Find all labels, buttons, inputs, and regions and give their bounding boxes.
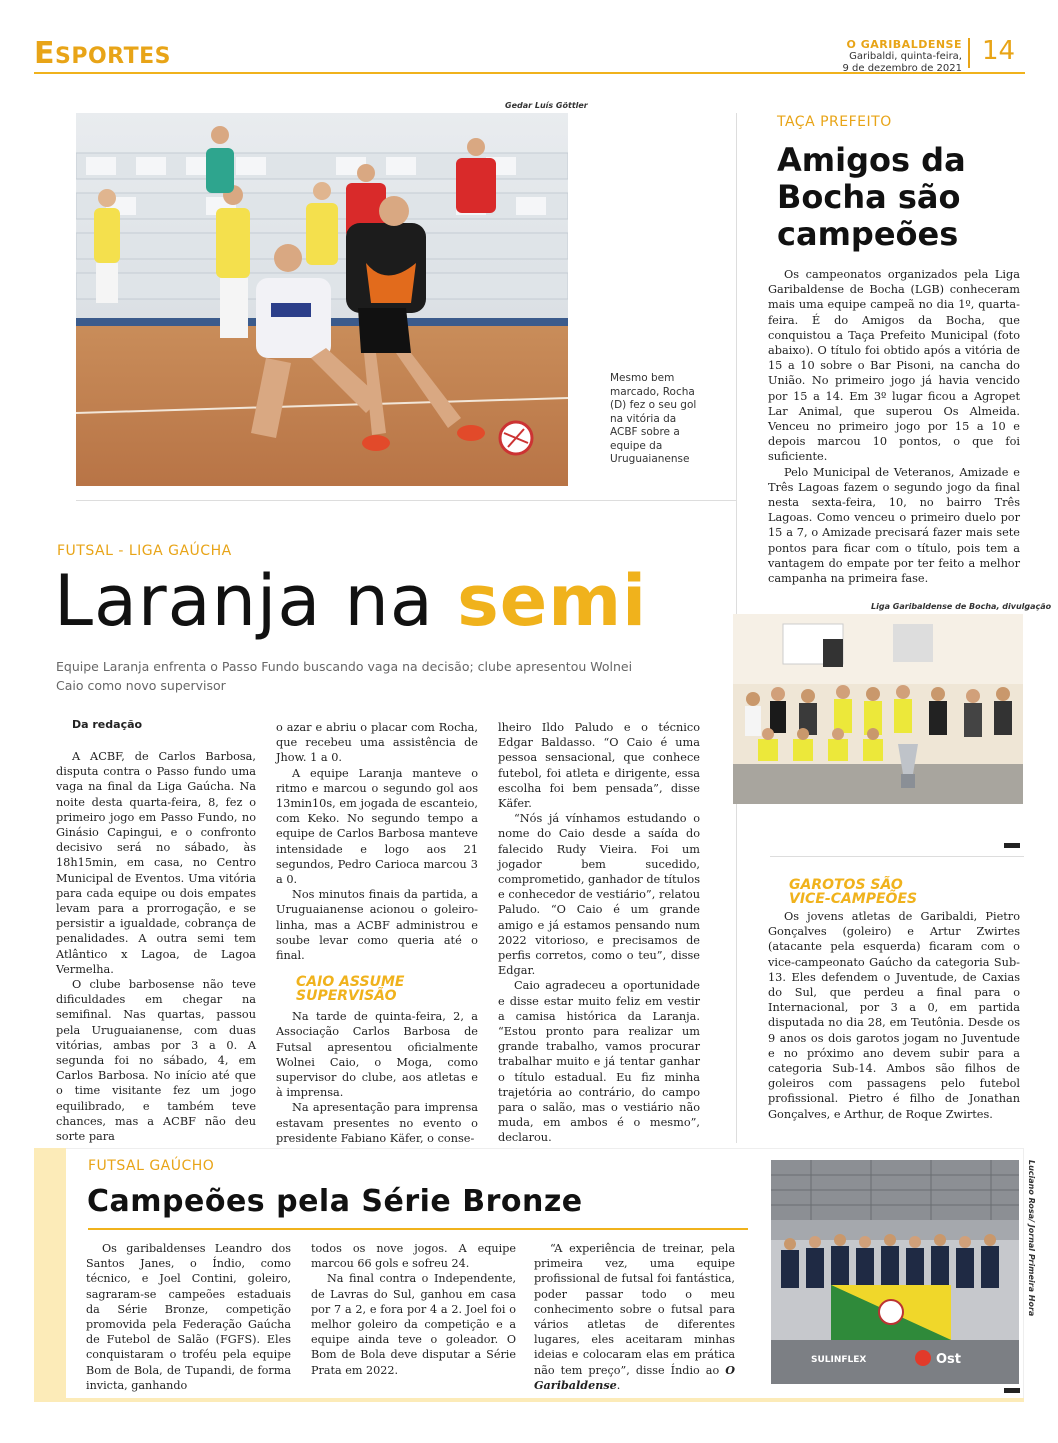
futsal-match-photo bbox=[76, 113, 568, 486]
paper-name-inline: O Garibaldense bbox=[534, 1362, 735, 1392]
paragraph: Caio agradeceu a oportunidade e disse estar muito feliz em vestir a camisa histórica da Laranja. “Estou pronto para realizar um grande trabalho, vamos procurar trabalhar muito e já tentar ganhar o título estadual. Eu fiz minha trajetória ao contrário, do campo para o salão, mas o vestiário não muda, em ambos é o mesmo”, declarou. bbox=[498, 979, 700, 1145]
box-bottom-bar bbox=[34, 1398, 1024, 1402]
photo-sponsor-2: Ost bbox=[936, 1352, 962, 1367]
paragraph: “Nós já vínhamos estudando o nome do Caio desde a saída do falecido Rudy Vieira. Foi um jogador bem sucedido, comprometido, ganhador de títulos e conhecedor de vestiário”, relatou Paludo. “O Caio é um grande amigo e já estamos pensando num 2022 vitorioso, e precisamos de perfis corretos, como o teu”, disse Edgar. bbox=[498, 812, 701, 978]
paragraph: Os campeonatos organizados pela Liga Garibaldense de Bocha (LGB) conheceram mais uma equipe campeã no dia 1º, quarta-feira. É do Amigos da Bocha, que conquistou a Taça Prefeito Municipal (foto abaixo). O título foi obtido após a vitória de 15 a 10 sobre o Bar Pisoni, na cancha do União. No primeiro jogo já havia vencido por 15 a 14. Em 3º lugar ficou a Agropet Lar Animal, que superou Os Almeida. Venceu no primeiro jogo por 15 a 10 e depois marcou 10 pontos, o que foi suficiente. bbox=[768, 268, 1020, 464]
bocha-team-illustration bbox=[733, 614, 1023, 804]
main-photo-credit: Gedar Luís Göttler bbox=[505, 101, 588, 110]
right-kicker: TAÇA PREFEITO bbox=[777, 114, 892, 130]
paragraph: Pelo Municipal de Veteranos, Amizade e Três Lagoas fazem o segundo jogo da final nesta sexta-feira, 10, no bairro Três Lagoas. Como venceu o primeiro duelo por 15 a 7, o Amizade precisará fazer mais sete pontos para ficar com o título, pois tem a vantagem do empate por ter feito a melhor campanha na primeira fase. bbox=[768, 465, 1020, 586]
paragraph: Na final contra o Independente, de Lavras do Sul, ganhou em casa por 7 a 2, e fora por 4 a 2. Joel foi o melhor goleiro da competição e a equipe ainda teve o goleador. O Bom de Bola deve disputar a Série Prata em 2022. bbox=[311, 1272, 516, 1377]
bottom-column-2 bbox=[311, 1241, 516, 1378]
bocha-team-photo bbox=[733, 614, 1023, 804]
bronze-champions-photo bbox=[771, 1160, 1019, 1384]
main-kicker: FUTSAL - LIGA GAÚCHA bbox=[57, 543, 232, 559]
date-line-2: 9 de dezembro de 2021 bbox=[842, 63, 962, 74]
paragraph: O clube barbosense não teve dificuldades em chegar na semifinal. Nas quartas, passou pela Uruguaianense, com duas vitórias, ambas por 3 a 0. A segunda foi no sábado, 4, em Carlos Barbosa. No início até que o time visitante fez um jogo equilibrado, e também teve chances, mas a ACBF não deu sorte para bbox=[56, 978, 256, 1144]
bottom-end-mark bbox=[1004, 1388, 1020, 1393]
headline-text: Laranja na bbox=[54, 560, 434, 642]
paragraph: Nos minutos finais da partida, a Uruguaianense acionou o goleiro-linha, mas a ACBF administrou e soube levar como queria até o final. bbox=[276, 888, 478, 963]
section-title: ESPORTES bbox=[34, 36, 172, 71]
paragraph: A ACBF, de Carlos Barbosa, disputa contra o Passo fundo uma vaga na final da Liga Gaúcha. Na noite desta quarta-feira, 8, fez o primeiro jogo em Passo Fundo, no Ginásio Capingui, e o confronto decisivo será no sábado, às 18h15min, em casa, no Centro Municipal de Eventos. Uma vitória para cada equipe ou dois empates levam para a prorrogação, e se persistir a igualdade, cobrança de penalidades. A outra semi tem Atlântico x Lagoa, de Lagoa Vermelha. bbox=[56, 750, 256, 976]
bottom-headline: Campeões pela Série Bronze bbox=[87, 1184, 583, 1219]
subhead: CAIO ASSUME SUPERVISÃO bbox=[296, 974, 405, 1005]
photo-sponsor-1: SULINFLEX bbox=[811, 1355, 867, 1365]
vice-champions-body bbox=[768, 909, 1020, 1122]
futsal-match-illustration bbox=[76, 113, 568, 486]
main-column-2 bbox=[276, 720, 478, 1146]
bottom-kicker: FUTSAL GAÚCHO bbox=[88, 1158, 215, 1174]
bocha-photo-credit: Liga Garibaldense de Bocha, divulgação bbox=[871, 602, 1052, 611]
right-headline: Amigos da Bocha são campeões bbox=[777, 141, 966, 253]
paragraph: Os jovens atletas de Garibaldi, Pietro Gonçalves (goleiro) e Artur Zwirtes (atacante pela esquerda) ficaram com o vice-campeonato Gaúcho da categoria Sub-13. Eles defendem o Juventude, de Caxias do Sul, que perdeu a final para o Internacional, por 3 a 0, em partida disputada no dia 28, em Teutônia. Desde os 9 anos os dois garotos jogam no Juventude e no próximo ano devem subir para a categoria Sub-14. Ambos são filhos de goleiros com passagens pelo futebol profissional. Pietro é filho de Jonathan Gonçalves, e Arthur, de Roque Zwirtes. bbox=[768, 910, 1020, 1121]
paragraph: “A experiência de treinar, pela primeira vez, uma equipe profissional de futsal foi fantástica, poder passar todo o meu conhecimento sobre o futsal para vários atletas de diferentes lugares, eles aceitaram minhas ideias e colocaram elas em prática não tem preço”, disse Índio ao O Garibaldense. bbox=[534, 1242, 735, 1392]
masthead bbox=[842, 38, 962, 75]
bottom-column-3 bbox=[534, 1241, 735, 1393]
article-end-mark bbox=[1004, 843, 1020, 848]
paragraph: A equipe Laranja manteve o ritmo e marcou o segundo gol aos 13min10s, em jogada de escanteio, com Keko. No segundo tempo a equipe de Carlos Barbosa manteve intensidade e logo aos 21 segundos, Pedro Carioca marcou 3 a 0. bbox=[276, 766, 478, 887]
main-photo-caption: Mesmo bem marcado, Rocha (D) fez o seu gol na vitória da ACBF sobre a equipe da Uruguaianense bbox=[610, 372, 697, 465]
bottom-rule bbox=[88, 1228, 748, 1230]
page-number: 14 bbox=[982, 36, 1016, 66]
page-number-separator bbox=[968, 38, 970, 68]
bottom-column-1 bbox=[86, 1241, 291, 1393]
photo-divider bbox=[76, 500, 736, 501]
main-column-1 bbox=[56, 749, 256, 1144]
header-rule bbox=[34, 72, 664, 74]
paragraph: Os garibaldenses Leandro dos Santos Janes, o Índio, como técnico, e Joel Contini, goleiro, sagraram-se campeões estaduais da Série Bronze, competição promovida pela Federação Gaúcha de Futebol de Salão (FGFS). Eles conquistaram o troféu pela equipe Bom de Bola, de Tupandi, de forma invicta, ganhando bbox=[86, 1242, 291, 1392]
paragraph: lheiro Ildo Paludo e o técnico Edgar Baldasso. “O Caio é uma pessoa sensacional, que conhece futebol, foi atleta e dirigente, essa escolha foi bem pensada”, disse Käfer. bbox=[498, 721, 700, 811]
paragraph: todos os nove jogos. A equipe marcou 66 gols e sofreu 24. bbox=[311, 1242, 516, 1271]
main-column-3 bbox=[498, 720, 700, 1146]
box-accent-bar bbox=[34, 1148, 66, 1402]
right-article-body bbox=[768, 267, 1020, 586]
vice-champions-subhead: GAROTOS SÃO VICE-CAMPEÕES bbox=[789, 877, 918, 907]
paper-name: O GARIBALDENSE bbox=[846, 38, 962, 51]
paragraph: Na tarde de quinta-feira, 2, a Associação Carlos Barbosa de Futsal apresentou oficialmente Wolnei Caio, o Moga, como supervisor do clube, aos atletas e à imprensa. bbox=[276, 1010, 478, 1100]
paragraph: Na apresentação para imprensa estavam presentes no evento o presidente Fabiano Käfer, o conse- bbox=[276, 1101, 478, 1145]
bronze-photo-credit: Luciano Rosa/ Jornal Primeira Hora bbox=[1027, 1160, 1036, 1317]
bronze-team-illustration bbox=[771, 1160, 1019, 1384]
date-line-1: Garibaldi, quinta-feira, bbox=[849, 51, 962, 62]
main-deck: Equipe Laranja enfrenta o Passo Fundo buscando vaga na decisão; clube apresentou Wolnei Caio como novo supervisor bbox=[56, 659, 633, 693]
byline: Da redação bbox=[72, 718, 143, 731]
right-divider bbox=[770, 856, 1024, 857]
paragraph: o azar e abriu o placar com Rocha, que recebeu uma assistência de Jhow. 1 a 0. bbox=[276, 721, 478, 765]
headline-accent: semi bbox=[457, 560, 648, 642]
main-headline bbox=[54, 560, 648, 642]
